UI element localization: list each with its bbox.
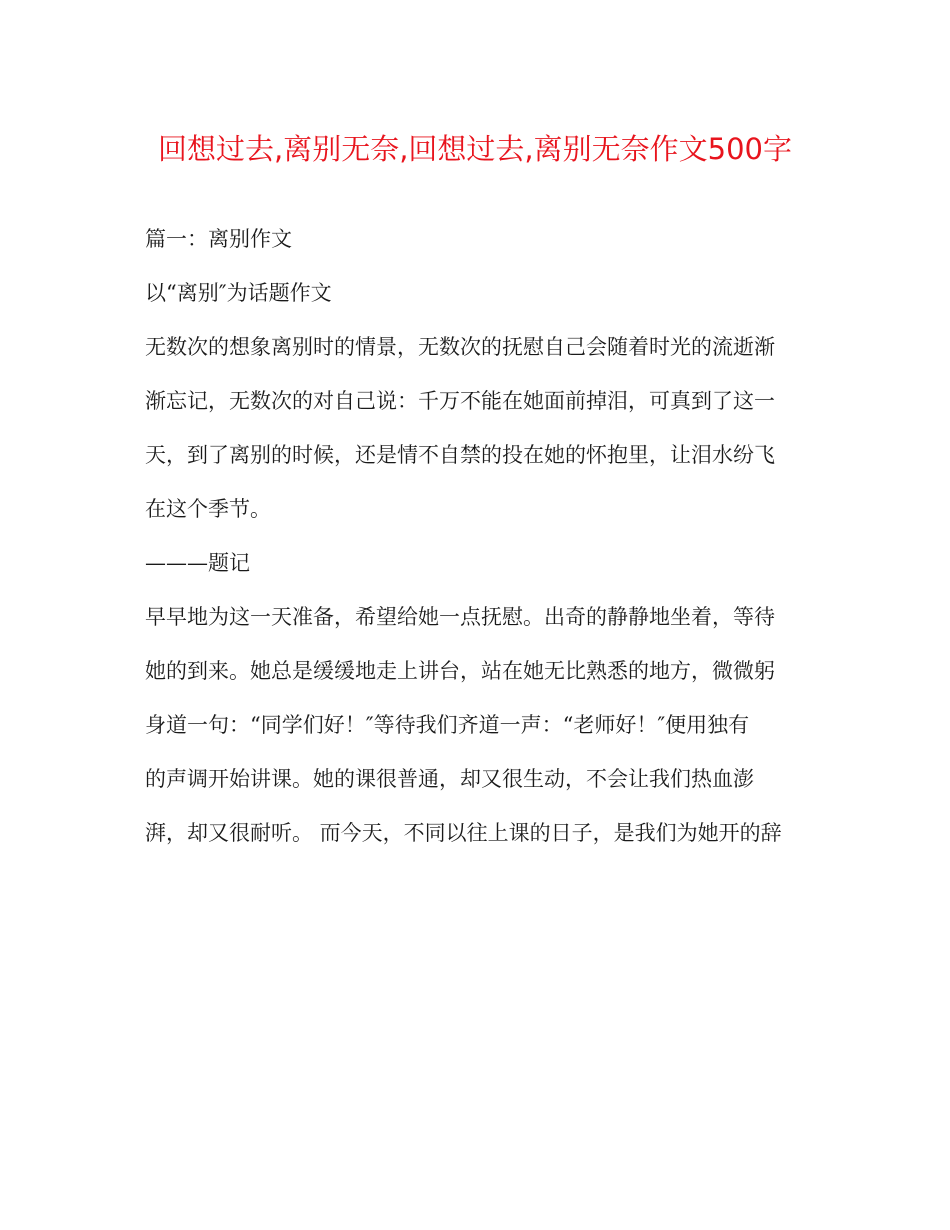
text-line: 早早地为这一天准备，希望给她一点抚慰。出奇的静静地坐着，等待 — [145, 605, 775, 629]
document-body — [145, 212, 805, 860]
text-line: ———题记 — [145, 551, 250, 575]
text-line: 的声调开始讲课。她的课很普通，却又很生动，不会让我们热血澎 — [145, 767, 754, 791]
text-line: 渐忘记，无数次的对自己说：千万不能在她面前掉泪，可真到了这一 — [145, 389, 775, 413]
text-line: 天，到了离别的时候，还是情不自禁的投在她的怀抱里，让泪水纷飞 — [145, 443, 775, 467]
text-line: 无数次的想象离别时的情景，无数次的抚慰自己会随着时光的流逝渐 — [145, 335, 775, 359]
text-line: 在这个季节。 — [145, 497, 271, 521]
text-line: 以“离别″为话题作文 — [145, 281, 332, 305]
text-line: 她的到来。她总是缓缓地走上讲台，站在她无比熟悉的地方，微微躬 — [145, 659, 775, 683]
document-title: 回想过去,离别无奈,回想过去,离别无奈作文500字 — [157, 132, 792, 166]
text-line: 湃，却又很耐听。 而今天，不同以往上课的日子，是我们为她开的辞 — [145, 821, 782, 845]
text-line: 篇一：离别作文 — [145, 227, 292, 251]
text-line: 身道一句：“同学们好！″等待我们齐道一声：“老师好！″便用独有 — [145, 713, 750, 737]
